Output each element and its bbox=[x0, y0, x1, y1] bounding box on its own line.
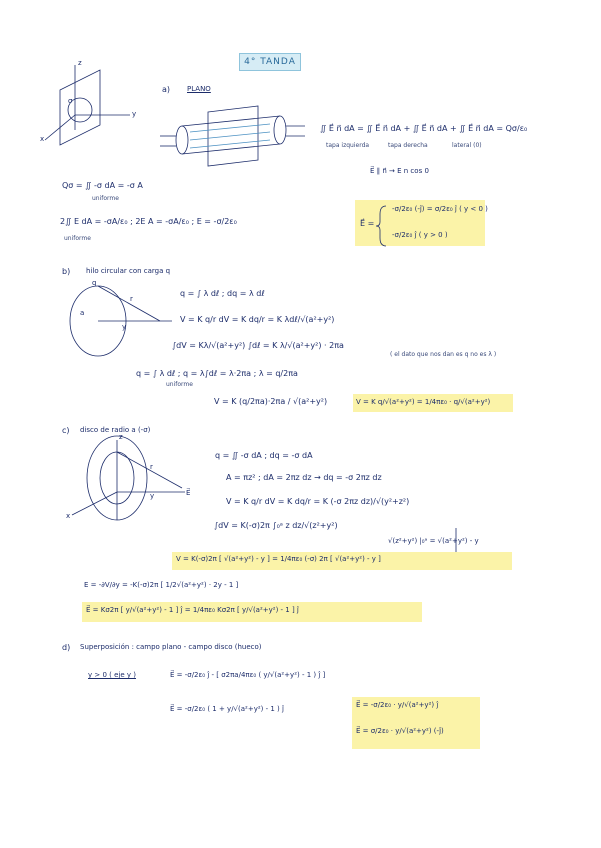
b-label: b) bbox=[62, 267, 71, 276]
label-E-disk: E⃗ bbox=[186, 489, 191, 497]
label-q-ring: q bbox=[92, 279, 97, 287]
label-y-ring: y bbox=[122, 323, 127, 331]
disk-axis-x bbox=[72, 492, 117, 515]
b-l1: q = ∫ λ dℓ ; dq = λ dℓ bbox=[180, 289, 265, 298]
c-l6: E = -∂V/∂y = -K(-σ)2π [ 1/2√(a²+y²) · 2y - 1 ] bbox=[84, 581, 239, 589]
label-z-top: z bbox=[78, 59, 82, 67]
b-l5: V = K (q/2πa)·2πa / √(a²+y²) bbox=[214, 397, 328, 406]
c-l7: E⃗ = Kσ2π [ y/√(a²+y²) - 1 ] ĵ = 1/4πε₀ Kσ2π [ y/√(a²+y²) - 1 ] ĵ bbox=[86, 606, 299, 614]
a-note-right: E⃗ ∥ n⃗ → E n cos 0 bbox=[370, 167, 429, 175]
c-l3: V = K q/r dV = K dq/r = K (-σ 2πz dz)/√(y²+z²) bbox=[226, 497, 410, 506]
c-l4: ∫dV = K(-σ)2π ∫₀ᵃ z dz/√(z²+y²) bbox=[214, 521, 338, 530]
a-e-line: 2∬ E dA = -σA/ε₀ ; 2E A = -σA/ε₀ ; E = -σ/2ε₀ bbox=[60, 217, 237, 226]
c-l5: V = K(-σ)2π [ √(a²+y²) - y ] = 1/4πε₀ (-σ) 2π [ √(a²+y²) - y ] bbox=[176, 555, 381, 563]
a-e-label: E⃗ = bbox=[360, 219, 375, 228]
a-q-def: Qσ = ∬ -σ dA = -σ A bbox=[62, 181, 143, 190]
plane-sheet bbox=[60, 70, 100, 145]
d-label: d) bbox=[62, 643, 71, 652]
a-under3: lateral (0) bbox=[452, 142, 482, 149]
cylinder-left-cap bbox=[176, 126, 188, 154]
b-note: ( el dato que nos dan es q no es λ ) bbox=[390, 351, 497, 358]
piecewise-brace bbox=[376, 206, 386, 246]
c-label: c) bbox=[62, 426, 70, 435]
a-under1: tapa izquierda bbox=[326, 142, 370, 149]
d-r2: E⃗ = σ/2ε₀ · y/√(a²+y²) (-ĵ) bbox=[356, 727, 444, 735]
b-l3: ∫dV = Kλ/√(a²+y²) ∫dℓ = K λ/√(a²+y²) · 2πa bbox=[172, 341, 344, 350]
c-l4-b: √(z²+y²) |₀ᵃ = √(a²+y²) - y bbox=[388, 537, 479, 545]
label-sigma-top: σ bbox=[68, 97, 73, 105]
c-l1: q = ∬ -σ dA ; dq = -σ dA bbox=[215, 451, 313, 460]
d-l2: E⃗ = -σ/2ε₀ ( 1 + y/√(a²+y²) - 1 ) ĵ bbox=[170, 705, 284, 713]
c-heading: disco de radio a (-σ) bbox=[80, 426, 151, 434]
label-x-disk: x bbox=[66, 512, 71, 520]
a-q-note: uniforme bbox=[92, 195, 119, 202]
a-heading: PLANO bbox=[187, 85, 211, 93]
c-l2: A = πz² ; dA = 2πz dz → dq = -σ 2πz dz bbox=[226, 473, 382, 482]
a-piece2: -σ/2ε₀ ĵ ( y > 0 ) bbox=[392, 231, 448, 239]
cylinder-right-cap bbox=[274, 116, 286, 144]
b-l5-res: V = K q/√(a²+y²) = 1/4πε₀ · q/√(a²+y²) bbox=[356, 398, 491, 406]
b-l4: q = ∫ λ dℓ ; q = λ∫dℓ = λ·2πa ; λ = q/2πa bbox=[136, 369, 298, 378]
label-a-ring: a bbox=[80, 309, 85, 317]
d-l1: E⃗ = -σ/2ε₀ ĵ - [ σ2πa/4πε₀ ( y/√(a²+y²) - 1 ) ĵ ] bbox=[170, 671, 326, 679]
a-label: a) bbox=[162, 85, 171, 94]
label-r-ring: r bbox=[130, 295, 133, 303]
label-z-disk: z bbox=[119, 433, 123, 441]
a-e-note: uniforme bbox=[64, 235, 91, 242]
label-x-top: x bbox=[40, 135, 45, 143]
d-heading: Superposición : campo plano - campo disco (hueco) bbox=[80, 643, 262, 651]
b-heading: hilo circular con carga q bbox=[86, 267, 171, 275]
b-l4-note: uniforme bbox=[166, 381, 193, 388]
a-gauss: ∬ E⃗ n⃗ dA = ∬ E⃗ n⃗ dA + ∬ E⃗ n⃗ dA + ∬ E⃗ n⃗ dA = Qσ/ε₀ bbox=[320, 124, 528, 133]
a-under2: tapa derecha bbox=[388, 142, 428, 149]
ring-radius bbox=[98, 286, 160, 321]
label-y-top: y bbox=[132, 110, 137, 118]
d-cond: y > 0 ( eje y ) bbox=[88, 671, 136, 679]
a-piece1: -σ/2ε₀ (-ĵ) = σ/2ε₀ ĵ ( y < 0 ) bbox=[392, 205, 488, 213]
page-title: 4° TANDA bbox=[239, 53, 301, 71]
label-y-disk: y bbox=[150, 492, 155, 500]
b-l2: V = K q/r dV = K dq/r = K λdℓ/√(a²+y²) bbox=[180, 315, 335, 324]
d-r1: E⃗ = -σ/2ε₀ · y/√(a²+y²) ĵ bbox=[356, 701, 439, 709]
label-r-disk: r bbox=[150, 463, 153, 471]
